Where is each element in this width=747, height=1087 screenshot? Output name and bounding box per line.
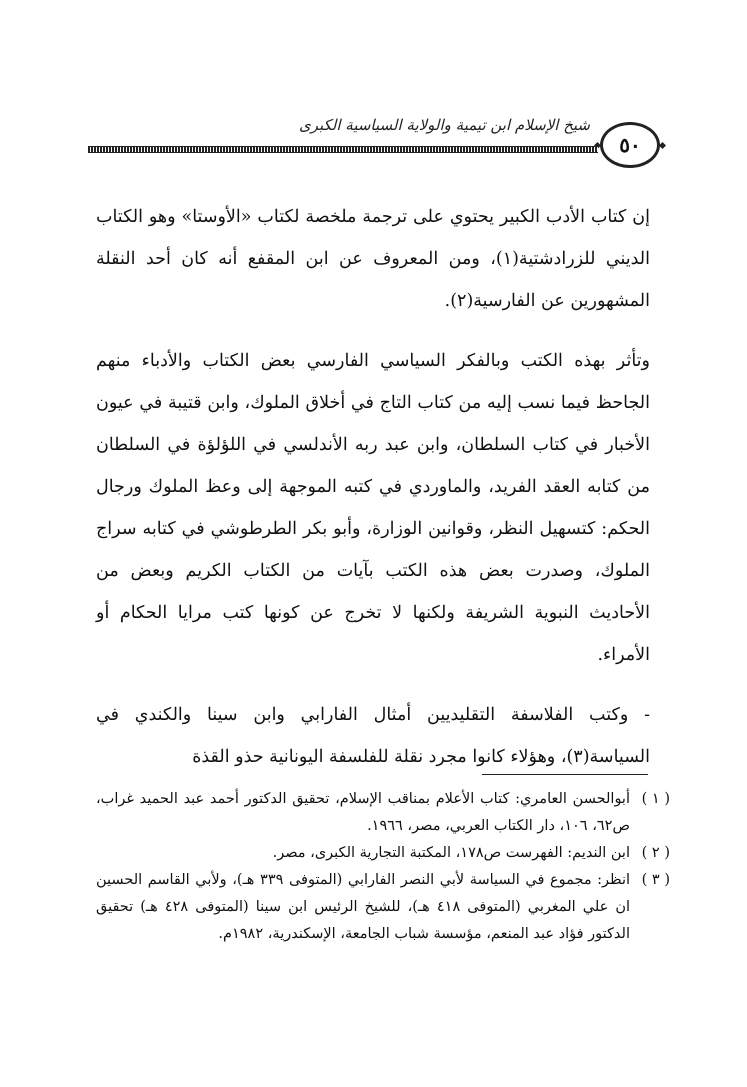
footnote [96, 786, 670, 840]
paragraph: وتأثر بهذه الكتب وبالفكر السياسي الفارسي بعض الكتاب والأدباء منهم الجاحظ فيما نسب إليه من كتاب التاج في أخلاق الملوك، وابن قتيبة في عيون الأخبار في كتاب السلطان، وابن عبد ربه الأندلسي في اللؤلؤة في السلطان من كتابه العقد الفريد، والماوردي في كتبه الموجهة إلى وعظ الملوك ورجال الحكم: كتسهيل النظر، وقوانين الوزارة، وأبو بكر الطرطوشي في كتابه سراج الملوك، وصدرت بعض هذه الكتب بآيات من الكتاب الكريم وبعض من الأحاديث النبوية الشريفة ولكنها لا تخرج عن كونها كتب مرايا الحكام أو الأمراء. [96, 351, 650, 665]
paragraph: إن كتاب الأدب الكبير يحتوي على ترجمة ملخصة لكتاب «الأوستا» وهو الكتاب الديني للزرادشتية(١)، ومن المعروف عن ابن المقفع أنه كان أحد النقلة المشهورين عن الفارسية(٢). [96, 207, 650, 311]
footnote-text: انظر: مجموع في السياسة لأبي النصر الفارابي (المتوفى ٣٣٩ هـ)، ولأبي القاسم الحسين ان علي المغربي (المتوفى ٤١٨ هـ)، للشيخ الرئيس ابن سينا (المتوفى ٤٢٨ هـ) تحقيق الدكتور فؤاد عبد المنعم، مؤسسة شباب الجامعة، الإسكندرية، ١٩٨٢م. [96, 872, 631, 942]
footnote-text: ابن النديم: الفهرست ص١٧٨، المكتبة التجارية الكبرى، مصر. [272, 845, 630, 861]
footnote [96, 867, 670, 948]
body-text [96, 196, 650, 778]
page-number-badge [600, 122, 660, 168]
footnote-divider [482, 774, 648, 775]
page-number: ٥٠ [619, 133, 641, 157]
footnote [96, 840, 670, 867]
running-header-title: شيخ الإسلام ابن تيمية والولاية السياسية الكبرى [298, 116, 590, 134]
footnote-number: ( ١ ) [641, 791, 670, 807]
footnote-text: أبوالحسن العامري: كتاب الأعلام بمناقب الإسلام، تحقيق الدكتور أحمد عبد الحميد غراب، ص٦٢، ١٠٦، دار الكتاب العربي، مصر، ١٩٦٦. [96, 791, 630, 834]
footnote-number: ( ٣ ) [641, 872, 670, 888]
paragraph: - وكتب الفلاسفة التقليديين أمثال الفارابي وابن سينا والكندي في السياسة(٣)، وهؤلاء كانوا مجرد نقلة للفلسفة اليونانية حذو القذة [96, 705, 650, 767]
footnote-number: ( ٢ ) [641, 845, 670, 861]
footnotes [96, 786, 670, 948]
header-divider [88, 146, 598, 153]
